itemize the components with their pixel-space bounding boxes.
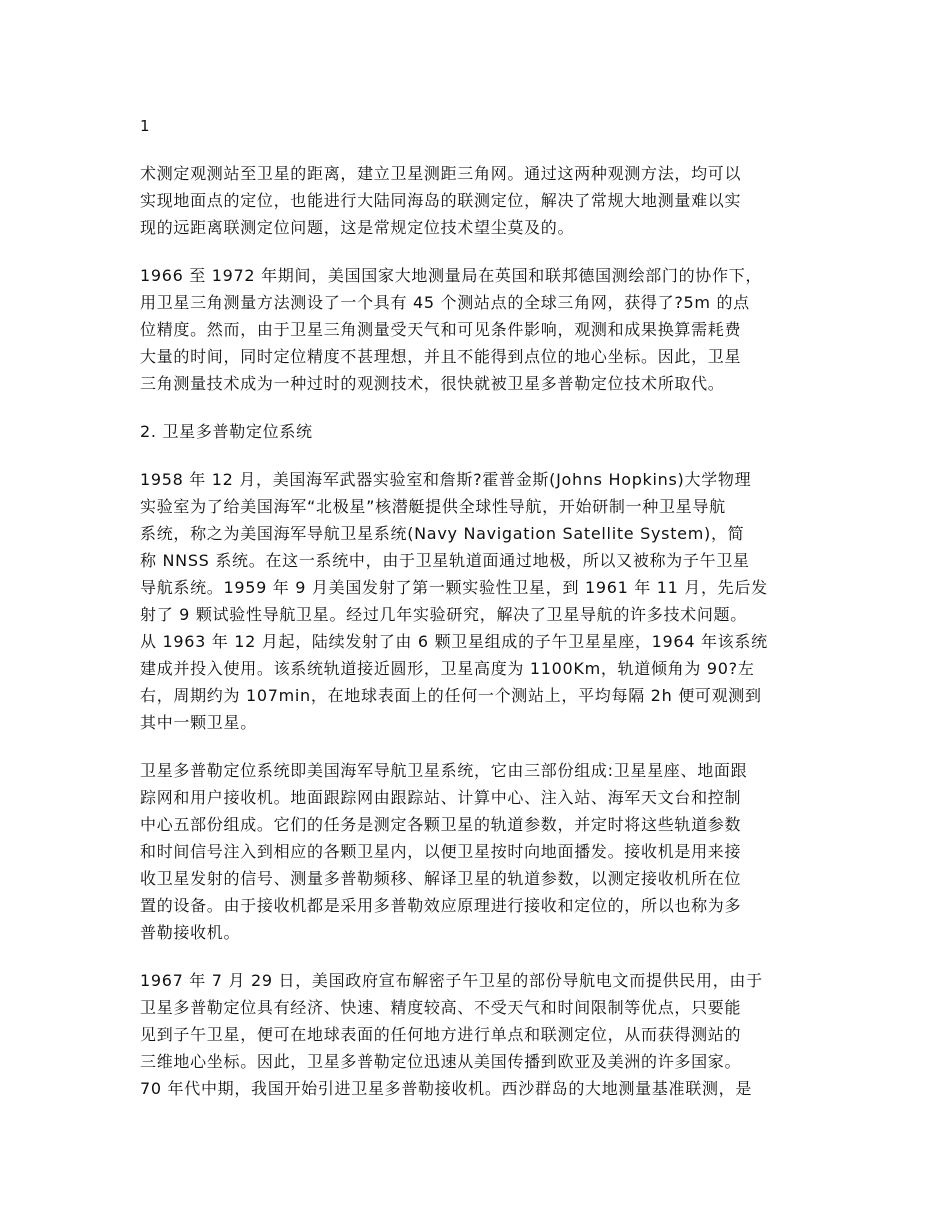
text-line: 大量的时间，同时定位精度不甚理想，并且不能得到点位的地心坐标。因此，卫星 <box>140 347 742 366</box>
text-line: 其中一颗卫星。 <box>140 713 257 732</box>
text-line: 导航系统。1959 年 9 月美国发射了第一颗实验性卫星，到 1961 年 11 月，先后发 <box>140 578 768 597</box>
page-number: 1 <box>140 117 150 135</box>
paragraph-2 <box>140 262 812 397</box>
text-line: 置的设备。由于接收机都是采用多普勒效应原理进行接收和定位的，所以也称为多 <box>140 896 742 915</box>
text-line: 射了 9 颗试验性导航卫星。经过几年实验研究，解决了卫星导航的许多技术问题。 <box>140 605 747 624</box>
text-line: 三维地心坐标。因此，卫星多普勒定位迅速从美国传播到欧亚及美洲的许多国家。 <box>140 1052 742 1071</box>
text-line: 实现地面点的定位，也能进行大陆同海岛的联测定位，解决了常规大地测量难以实 <box>140 191 742 210</box>
paragraph-1 <box>140 160 812 241</box>
text-line: 见到子午卫星，便可在地球表面的任何地方进行单点和联测定位，从而获得测站的 <box>140 1025 742 1044</box>
section-heading <box>140 418 812 445</box>
text-line: 用卫星三角测量方法测设了一个具有 45 个测站点的全球三角网，获得了?5m 的点 <box>140 293 750 312</box>
document-body <box>140 160 812 1123</box>
text-line: 现的远距离联测定位问题，这是常规定位技术望尘莫及的。 <box>140 218 575 237</box>
text-line: 术测定观测站至卫星的距离，建立卫星测距三角网。通过这两种观测方法，均可以 <box>140 164 742 183</box>
text-line: 卫星多普勒定位系统即美国海军导航卫星系统，它由三部份组成:卫星星座、地面跟 <box>140 761 748 780</box>
text-line: 实验室为了给美国海军“北极星”核潜艇提供全球性导航，开始研制一种卫星导航 <box>140 497 726 516</box>
section-heading-text: 2. 卫星多普勒定位系统 <box>140 422 313 441</box>
paragraph-4 <box>140 466 812 736</box>
paragraph-6 <box>140 967 812 1102</box>
text-line: 卫星多普勒定位具有经济、快速、精度较高、不受天气和时间限制等优点，只要能 <box>140 998 742 1017</box>
text-line: 右，周期约为 107min，在地球表面上的任何一个测站上，平均每隔 2h 便可观测到 <box>140 686 762 705</box>
text-line: 收卫星发射的信号、测量多普勒频移、解译卫星的轨道参数，以测定接收机所在位 <box>140 869 742 888</box>
text-line: 70 年代中期，我国开始引进卫星多普勒接收机。西沙群岛的大地测量基准联测，是 <box>140 1079 753 1098</box>
text-line: 1958 年 12 月，美国海军武器实验室和詹斯?霍普金斯(Johns Hopkins)大学物理 <box>140 470 752 489</box>
paragraph-5 <box>140 757 812 946</box>
text-line: 三角测量技术成为一种过时的观测技术，很快就被卫星多普勒定位技术所取代。 <box>140 374 725 393</box>
text-line: 中心五部份组成。它们的任务是测定各颗卫星的轨道参数，并定时将这些轨道参数 <box>140 815 742 834</box>
text-line: 1967 年 7 月 29 日，美国政府宣布解密子午卫星的部份导航电文而提供民用，由于 <box>140 971 763 990</box>
text-line: 1966 至 1972 年期间，美国国家大地测量局在英国和联邦德国测绘部门的协作下， <box>140 266 763 285</box>
text-line: 和时间信号注入到相应的各颗卫星内，以便卫星按时向地面播发。接收机是用来接 <box>140 842 742 861</box>
text-line: 称 NNSS 系统。在这一系统中，由于卫星轨道面通过地极，所以又被称为子午卫星 <box>140 551 750 570</box>
text-line: 位精度。然而，由于卫星三角测量受天气和可见条件影响，观测和成果换算需耗费 <box>140 320 742 339</box>
text-line: 系统，称之为美国海军导航卫星系统(Navy Navigation Satellite System)，简 <box>140 524 745 543</box>
text-line: 踪网和用户接收机。地面跟踪网由跟踪站、计算中心、注入站、海军天文台和控制 <box>140 788 742 807</box>
text-line: 普勒接收机。 <box>140 923 241 942</box>
text-line: 建成并投入使用。该系统轨道接近圆形，卫星高度为 1100Km，轨道倾角为 90?左 <box>140 659 755 678</box>
text-line: 从 1963 年 12 月起，陆续发射了由 6 颗卫星组成的子午卫星星座，1964 年该系统 <box>140 632 768 651</box>
